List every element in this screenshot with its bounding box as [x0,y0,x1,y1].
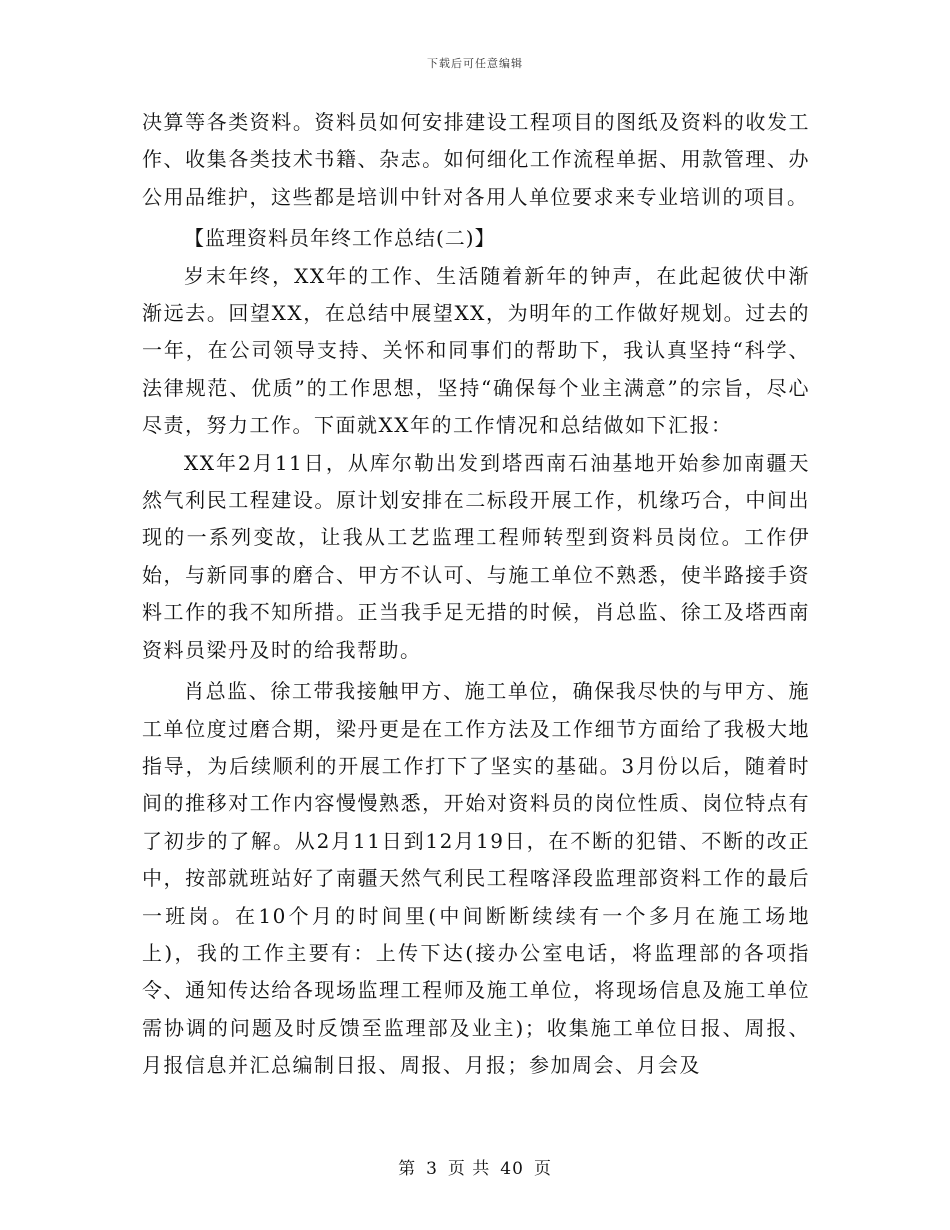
page-footer [0,1154,950,1179]
body-paragraph: 肖总监、徐工带我接触甲方、施工单位，确保我尽快的与甲方、施工单位度过磨合期，梁丹更是在工作方法及工作细节方面给了我极大地指导，为后续顺利的开展工作打下了坚实的基础。3月份以后，随着时间的推移对工作内容慢慢熟悉，开始对资料员的岗位性质、岗位特点有了初步的了解。从2月11日到12月19日，在不断的犯错、不断的改正中，按部就班站好了南疆天然气利民工程喀泽段监理部资料工作的最后一班岗。在10个月的时间里(中间断断续续有一个多月在施工场地上)，我的工作主要有：上传下达(接办公室电话，将监理部的各项指令、通知传达给各现场监理工程师及施工单位，将现场信息及施工单位需协调的问题及时反馈至监理部及业主)；收集施工单位日报、周报、月报信息并汇总编制日报、周报、月报；参加周会、月会及 [142,679,810,1078]
total-page-count: 40 [500,1159,524,1179]
document-body [142,104,810,1085]
current-page-number: 3 [426,1159,438,1179]
body-paragraph-continued: 决算等各类资料。资料员如何安排建设工程项目的图纸及资料的收发工作、收集各类技术书籍、杂志。如何细化工作流程单据、用款管理、办公用品维护，这些都是培训中针对各用人单位要求来专业培训的项目。 [142,110,810,209]
body-paragraph: XX年2月11日，从库尔勒出发到塔西南石油基地开始参加南疆天然气利民工程建设。原计划安排在二标段开展工作，机缘巧合，中间出现的一系列变故，让我从工艺监理工程师转型到资料员岗位。工作伊始，与新同事的磨合、甲方不认可、与施工单位不熟悉，使半路接手资料工作的我不知所措。正当我手足无措的时候，肖总监、徐工及塔西南资料员梁丹及时的给我帮助。 [142,450,810,662]
page-header-note: 下载后可任意编辑 [427,57,523,70]
body-paragraph: 岁末年终，XX年的工作、生活随着新年的钟声，在此起彼伏中渐渐远去。回望XX，在总结中展望XX，为明年的工作做好规划。过去的一年，在公司领导支持、关怀和同事们的帮助下，我认真坚持“科学、法律规范、优质”的工作思想，坚持“确保每个业主满意”的宗旨，尽心尽责，努力工作。下面就XX年的工作情况和总结做如下汇报： [142,263,810,438]
page-middle-text: 页 共 [447,1159,491,1179]
section-heading: 【监理资料员年终工作总结(二)】 [184,226,496,251]
page-prefix: 第 [398,1159,417,1179]
page-suffix: 页 [533,1159,552,1179]
